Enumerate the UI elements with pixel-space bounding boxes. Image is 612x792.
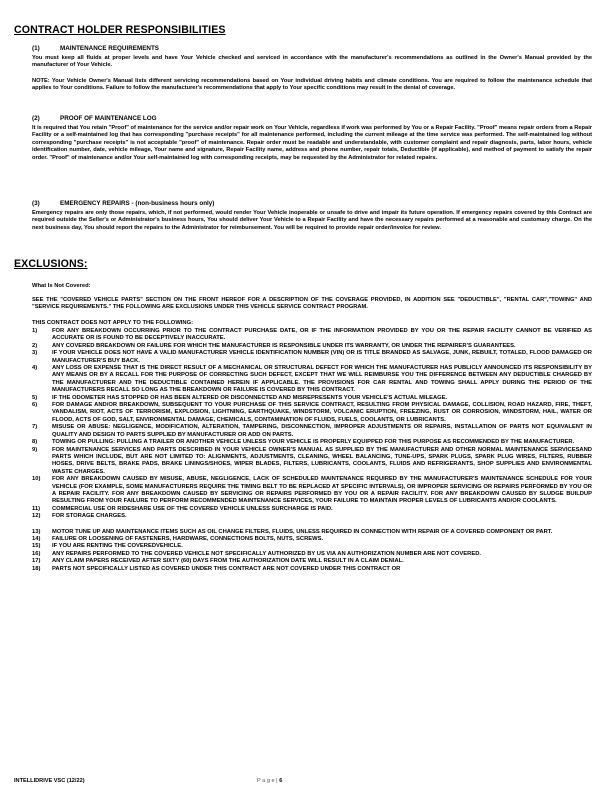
holder-responsibilities-title: CONTRACT HOLDER RESPONSIBILITIES [14, 24, 226, 36]
exclusion-text: FOR MAINTENANCE SERVICES AND PARTS DESCRIBED IN YOUR VEHICLE OWNER'S MANUAL AS SUPPLIED BY THE MANUFACTURER AND OTHER NORMAL MAINTENANCE SERVICESAND PARTS WHICH INCLUDE, BUT ARE NOT LIMITED TO: ALIGNMENTS, ADJUSTMENTS, CLEANING, WHEEL BALANCING, TUNE-UPS, SPARK PLUGS, SPARK PLUG WIRES, FILTERS, RUBBER HOSES, DRIVE BELTS, BRAKE PADS, BRAKE LININGS/SHOES, WIPER BLADES, FILTERS, LUBRICANTS, COOLANTS, FLUIDS AND REFRIGERANTS, SHOP SUPPLIES AND ENVIRONMENTAL WASTE CHARGES. [52, 446, 592, 475]
exclusion-item [32, 447, 592, 477]
exclusion-number: 17) [32, 558, 41, 565]
exclusion-item [32, 424, 592, 439]
footer-page-word: P a g e | [257, 778, 278, 784]
exclusions-intro: SEE THE "COVERED VEHICLE PARTS" SECTION ON THE FRONT HEREOF FOR A DESCRIPTION OF THE COVERAGE PROVIDED, IN ADDITION SEE "DEDUCTIBLE", "RENTAL CAR","TOWING" AND "SERVICE REQUIREMENTS." THE FOLLOWING ARE EXCLUSIONS UNDER THIS VEHICLE SERVICE CONTRACT PROGRAM. [32, 297, 592, 311]
exclusion-number: 11) [32, 505, 41, 512]
exclusion-number: 5) [32, 394, 38, 401]
exclusion-number: 1) [32, 328, 38, 334]
footer-page-number: 6 [279, 778, 283, 784]
exclusion-item [32, 506, 592, 513]
section-2-body: It is required that You retain "Proof" of maintenance for the service and/or repair work on Your Vehicle, regardless if work was performed by You or a Repair Facility. "Proof" means repair orders from a Repair Facility or a self-maintained log that has corresponding "purchase receipts" for all maintenance performed, including the current mileage at the time service was performed. The self-maintained log without corresponding "purchase receipts" is not acceptable "proof" of maintenance. Repair order must be readable and understandable, with customer complaint and repair diagnosis, parts, labor hours, vehicle identification number, date, vehicle mileage, Your name and signature, Repair Facility name, address and phone number, repair totals, Deductible (if applicable), and method of payment to satisfy the repair order. "Proof" of maintenance and/or Your self-maintained log with corresponding receipts, may be requested by the Administrator for related repairs. [32, 125, 592, 161]
section-1-note: NOTE: Your Vehicle Owner's Manual lists different servicing recommendations based on Your individual driving habits and climate conditions. You are required to follow the maintenance schedule that applies to Your conditions. Failure to follow the manufacturer's recommendations that apply to Your specific conditions may result in the denial of coverage. [32, 78, 592, 92]
exclusion-text: ANY LOSS OR EXPENSE THAT IS THE DIRECT RESULT OF A MECHANICAL OR STRUCTURAL DEFECT FOR WHICH THE MANUFACTURER HAS PUBLICLY ANNOUNCED ITS RESPONSIBILITY BY ANY MEANS OR BY A RECALL FOR THE PURPOSE OF CORRECTING SUCH DEFECT, EXCEPT THAT WE WILL REIMBURSE YOU THE DIFFERENCE BETWEEN ANY DEDUCTIBLE CHARGED BY THE MANUFACTURER AND THE DEDUCTIBLE CONTAINED HEREIN IF APPLICABLE. THE PROVISIONS FOR CAR RENTAL AND TOWING SHALL APPLY DURING THE PERIOD OF THE MANUFACTURERS RECALL SO LONG AS THE BREAKDOWN OR FAILURE IS COVERED BY THIS CONTRACT. [52, 365, 592, 394]
exclusion-item [32, 365, 592, 395]
section-3-heading [32, 200, 214, 207]
what-not-covered-heading: What Is Not Covered: [32, 283, 91, 289]
exclusion-item [32, 439, 592, 446]
exclusion-text: IF THE ODOMETER HAS STOPPED OR HAS BEEN ALTERED OR DISCONNECTED AND MISREPRESENTS YOUR VEHICLE'S ACTUAL MILEAGE. [52, 394, 448, 401]
exclusion-number: 10) [32, 476, 41, 483]
exclusion-number: 3) [32, 350, 38, 357]
list-spacer [32, 521, 592, 529]
exclusion-text: FOR STORAGE CHARGES. [52, 513, 127, 520]
exclusion-text: IF YOU ARE RENTING THE COVEREDVEHICLE. [52, 543, 183, 550]
footer-form-id: INTELLIDRIVE VSC (12/22) [14, 778, 85, 784]
exclusion-text: MOTOR TUNE UP AND MAINTENANCE ITEMS SUCH AS OIL CHANGE FILTERS, FLUIDS, UNLESS REQUIRED IN CONNECTION WITH REPAIR OF A COVERED COMPONENT OR PART. [52, 528, 553, 535]
section-2-heading [32, 115, 157, 122]
section-1-number: (1) [32, 45, 40, 52]
exclusion-number: 14) [32, 535, 41, 542]
exclusion-text: ANY COVERED BREAKDOWN OR FAILURE FOR WHICH THE MANUFACTURER IS RESPONSIBLE UNDER ITS WARRANTY, OR UNDER THE REPAIRER'S GUARANTEES. [52, 342, 516, 349]
exclusion-text: FAILURE OR LOOSENING OF FASTENERS, HARDWARE, CONNECTIONS BOLTS, NUTS, SCREWS. [52, 535, 324, 542]
exclusion-item [32, 529, 592, 536]
exclusion-number: 13) [32, 528, 41, 535]
exclusion-item [32, 513, 592, 520]
exclusion-number: 2) [32, 342, 38, 349]
exclusion-text: FOR DAMAGE AND/OR BREAKDOWN, SUBSEQUENT TO YOUR PURCHASE OF THIS SERVICE CONTRACT, RESULTING FROM PHYSICAL DAMAGE, COLLISION, ROAD HAZARD, FIRE, THEFT, VANDALISM, RIOT, ACTS OF TERRORISM, EXPLOSION, LIGHTNING, EARTHQUAKE, WINDSTORM, VOLCANIC ERUPTION, FREEZING, RUST OR CORROSION, WINDSTORM, HAIL, WATER OR FLOOD, ACTS OF GOD, SALT, ENVIRONMENTAL DAMAGE, CHEMICALS, CONTAMINATION OF FLUIDS, FUELS, COOLANTS, OR LUBRICANTS. [52, 402, 592, 423]
exclusion-number: 15) [32, 543, 41, 550]
exclusion-item [32, 343, 592, 350]
exclusion-number: 12) [32, 513, 41, 520]
exclusion-item [32, 476, 592, 506]
exclusion-text: ANY REPAIRS PERFORMED TO THE COVERED VEHICLE NOT SPECIFICALLY AUTHORIZED BY US VIA AN AUTHORIZATION NUMBER ARE NOT COVERED. [52, 550, 482, 557]
exclusion-text: IF YOUR VEHICLE DOES NOT HAVE A VALID MANUFACTURER VEHICLE IDENTIFICATION NUMBER (VIN) OR IS TITLE BRANDED AS SALVAGE, JUNK, REBUILT, TOTALED, FLOOD DAMAGED OR MANUFACTURER'S BUY BACK. [52, 350, 592, 364]
exclusion-item [32, 566, 592, 573]
exclusion-number: 7) [32, 424, 38, 431]
exclusion-text: FOR ANY BREAKDOWN CAUSED BY MISUSE, ABUSE, NEGLIGENCE, LACK OF SCHEDULED MAINTENANCE REQUIRED BY THE MANUFACTURER'S MAINTENANCE SCHEDULE FOR YOUR VEHICLE (FOR EXAMPLE, SOME MANUFACTURERS REQUIRE THE TIMING BELT TO BE REPLACED AT SPECIFIC INTERVALS), OR IMPROPER SERVICING OR REPAIRS PERFORMED BY YOU OR A REPAIR FACILITY. FOR ANY BREAKDOWN CAUSED BY SERVICING OR REPAIRS PERFORMED BY YOU OR A REPAIR FACILITY. FOR ANY BREAKDOWN CAUSED BY SLUDGE BUILDUP RESULTING FROM YOUR FAILURE TO PERFORM RECOMMENDED MAINTENANCE SERVICES, YOUR FAILURE TO MAINTAIN PROPER LEVELS OF LUBRICANTS AND/OR COOLANTS. [52, 476, 592, 505]
exclusion-item [32, 536, 592, 543]
exclusion-text: FOR ANY BREAKDOWN OCCURRING PRIOR TO THE CONTRACT PURCHASE DATE, OR IF THE INFORMATION PROVIDED BY YOU OR THE REPAIR FACILITY CANNOT BE VERIFIED AS ACCURATE OR IS FOUND TO BE DECEPTIVELY INACCURATE. [52, 328, 592, 342]
section-3-body: Emergency repairs are only those repairs, which, if not performed, would render Your Vehicle inoperable or unsafe to drive and impair its future operation. If emergency repairs covered by this Contract are required outside the Seller's or Administrator's business hours, You should deliver Your Vehicle to a Repair Facility and have the necessary repairs performed at a reasonable and customary charge. On the next business day, You should report the repairs to the Administrator for reimbursement. You will be required to provide repair order/invoice for review. [32, 210, 592, 231]
exclusion-item [32, 558, 592, 565]
exclusion-number: 9) [32, 446, 38, 453]
exclusion-text: ANY CLAIM PAPERS RECEIVED AFTER SIXTY (60) DAYS FROM THE AUTHORIZATION DATE WILL RESULT IN A CLAIM DENIAL. [52, 558, 404, 565]
exclusion-item [32, 402, 592, 424]
exclusion-number: 18) [32, 565, 41, 572]
exclusions-lead: THIS CONTRACT DOES NOT APPLY TO THE FOLLOWING: [32, 320, 194, 326]
exclusion-number: 16) [32, 550, 41, 557]
exclusions-list [32, 328, 592, 573]
exclusion-text: TOWING OR PULLING: PULLING A TRAILER OR ANOTHER VEHICLE UNLESS YOUR VEHICLE IS PROPERLY EQUIPPED FOR THIS PURPOSE AS RECOMMENDED BY THE MANUFACTURER. [52, 439, 575, 446]
exclusion-number: 8) [32, 439, 38, 446]
section-3-number: (3) [32, 200, 40, 207]
exclusion-item [32, 543, 592, 550]
exclusion-item [32, 551, 592, 558]
footer-page [257, 778, 282, 784]
exclusion-item [32, 350, 592, 365]
exclusion-number: 6) [32, 402, 38, 409]
section-3-title: EMERGENCY REPAIRS - (non-business hours only) [60, 200, 215, 207]
exclusion-text: MISUSE OR ABUSE: NEGLIGENCE, MODIFICATION, ALTERATION, TAMPERING, DISCONNECTION, IMPROPER ADJUSTMENTS OR REPAIRS, INSTALLATION OF PARTS NOT EQUIVALENT IN QUALITY AND DESIGN TO PARTS SUPPLIED BY MANUFACTURER OR ADD ON PARTS. [52, 424, 592, 438]
exclusion-number: 4) [32, 365, 38, 372]
section-2-title: PROOF OF MAINTENANCE LOG [60, 115, 157, 122]
exclusion-item [32, 328, 592, 343]
section-2-number: (2) [32, 115, 40, 122]
section-1-body: You must keep all fluids at proper levels and have Your Vehicle checked and serviced in accordance with the manufacturer's recommendations as outlined in the Owner's Manual provided by the manufacturer of Your Vehicle. [32, 55, 592, 69]
exclusions-title: EXCLUSIONS: [14, 258, 88, 270]
exclusion-item [32, 395, 592, 402]
section-1-title: MAINTENANCE REQUIREMENTS [60, 45, 160, 52]
section-1-heading [32, 45, 159, 52]
exclusion-text: PARTS NOT SPECIFICALLY LISTED AS COVERED UNDER THIS CONTRACT ARE NOT COVERED UNDER THIS CONTRACT OR [52, 565, 401, 572]
exclusion-text: COMMERCIAL USE OR RIDESHARE USE OF THE COVERED VEHICLE UNLESS SURCHARGE IS PAID. [52, 505, 333, 512]
